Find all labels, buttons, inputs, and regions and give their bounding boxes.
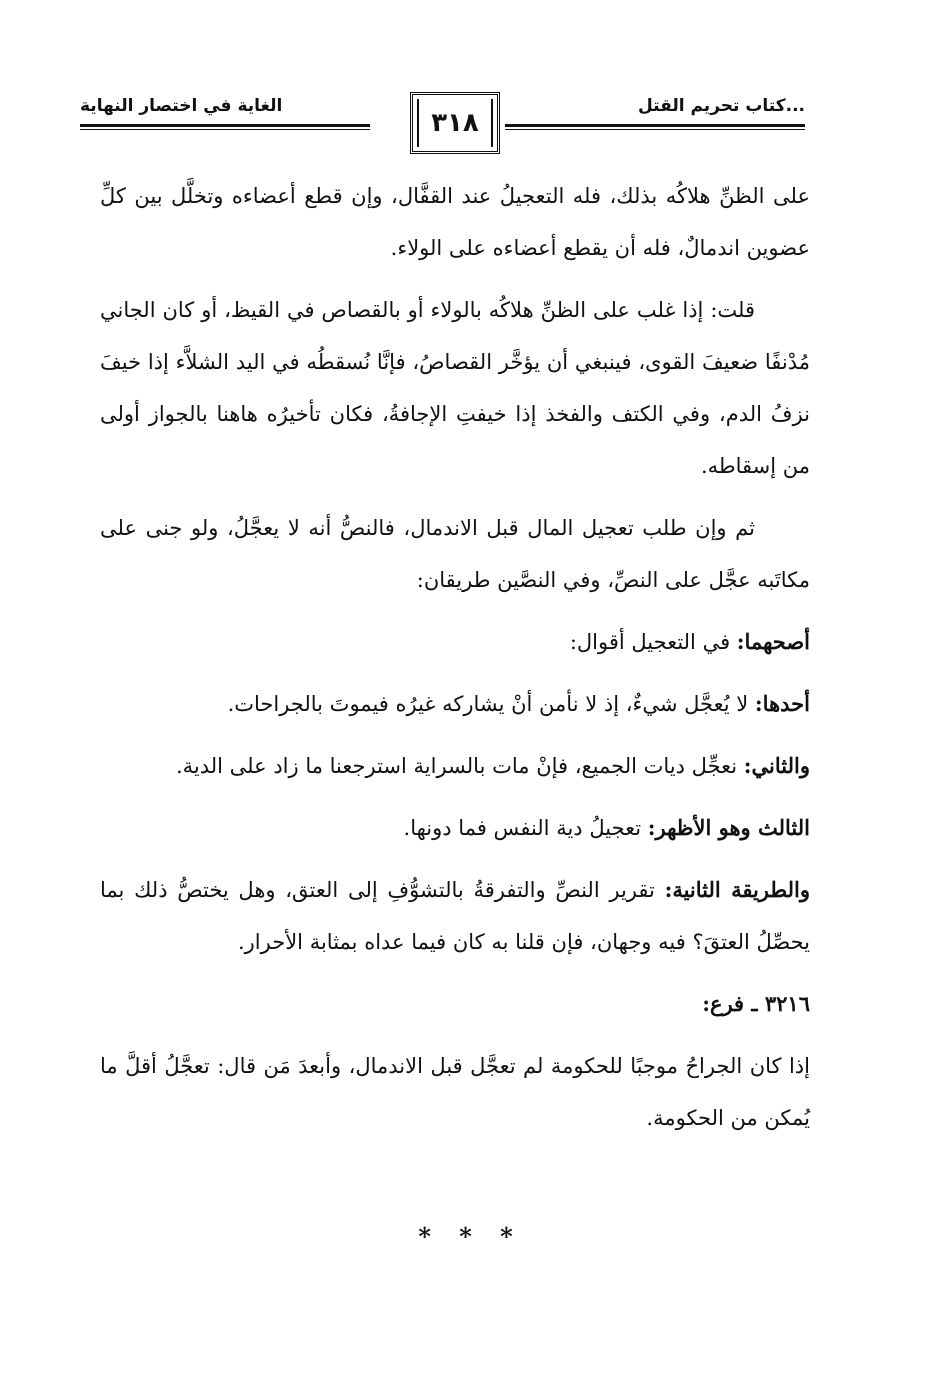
paragraph [100, 802, 810, 854]
paragraph [100, 740, 810, 792]
paragraph [100, 170, 810, 274]
paragraph-text: لا يُعجَّل شيءٌ، إذ لا نأمن أنْ يشاركه غيرُه فيموتَ بالجراحات. [227, 692, 755, 716]
paragraph-text: نعجِّل ديات الجميع، فإنْ مات بالسراية استرجعنا ما زاد على الدية. [175, 754, 744, 778]
header-rule-right [505, 124, 805, 127]
paragraph-lead: والطريقة الثانية: [664, 877, 810, 902]
header-rule-left-thin [80, 129, 370, 130]
section-divider-stars: * * * [418, 1222, 523, 1251]
header-rule-right-thin [505, 129, 805, 130]
page-number: ٣١٨ [431, 108, 479, 138]
paragraph-lead: أحدها: [754, 691, 810, 716]
paragraph [100, 616, 810, 668]
paragraph-lead: أصحهما: [736, 629, 810, 654]
book-title: الغاية في اختصار النهاية [80, 96, 283, 116]
paragraph-text: تعجيلُ دية النفس فما دونها. [403, 816, 648, 840]
paragraph [100, 678, 810, 730]
page-number-frame [410, 92, 500, 154]
paragraph-text: إذا كان الجراحُ موجبًا للحكومة لم تعجَّل قبل الاندمال، وأبعدَ مَن قال: تعجَّلُ أقلَّ ما يُمكن من الحكومة. [100, 1054, 810, 1130]
paragraph [100, 864, 810, 968]
paragraph-lead: الثالث وهو الأظهر: [647, 815, 810, 840]
paragraph [100, 1040, 810, 1144]
paragraph-text: ثم وإن طلب تعجيل المال قبل الاندمال، فالنصُّ أنه لا يعجَّلُ، ولو جنى على مكاتَبه عجَّل على النصِّ، وفي النصَّين طريقان: [100, 516, 810, 592]
page-header [80, 92, 805, 158]
paragraph [100, 284, 810, 492]
paragraph-text: قلت: إذا غلب على الظنِّ هلاكُه بالولاء أو بالقصاص في القيظ، أو كان الجاني مُدْنفًا ضعيفَ القوى، فينبغي أن يؤخَّر القصاصُ، فإنَّا نُسقطُه في اليد الشلاَّء إذا خيفَ نزفُ الدم، وفي الكتف والفخذ إذا خيفتِ الإجافةُ، فكان تأخيرُه هاهنا بالجواز أولى من إسقاطه. [100, 298, 810, 478]
section-heading: ٣٢١٦ ـ فرع: [702, 991, 810, 1016]
paragraph-text: في التعجيل أقوال: [569, 630, 737, 654]
chapter-title: كتاب تحريم القتل... [638, 96, 805, 116]
paragraph-text: على الظنِّ هلاكُه بذلك، فله التعجيلُ عند القفَّال، وإن قطع أعضاءه وتخلَّل بين كلِّ عضوين اندمالٌ، فله أن يقطع أعضاءه على الولاء. [100, 184, 810, 260]
page-body [100, 170, 810, 1154]
paragraph-text: تقرير النصِّ والتفرقةُ بالتشوُّفِ إلى العتق، وهل يختصُّ ذلك بما يحصِّلُ العتقَ؟ فيه وجهان، فإن قلنا به كان فيما عداه بمثابة الأحرار. [100, 878, 810, 954]
paragraph-lead: والثاني: [743, 753, 810, 778]
header-rule-left [80, 124, 370, 127]
paragraph [100, 502, 810, 606]
